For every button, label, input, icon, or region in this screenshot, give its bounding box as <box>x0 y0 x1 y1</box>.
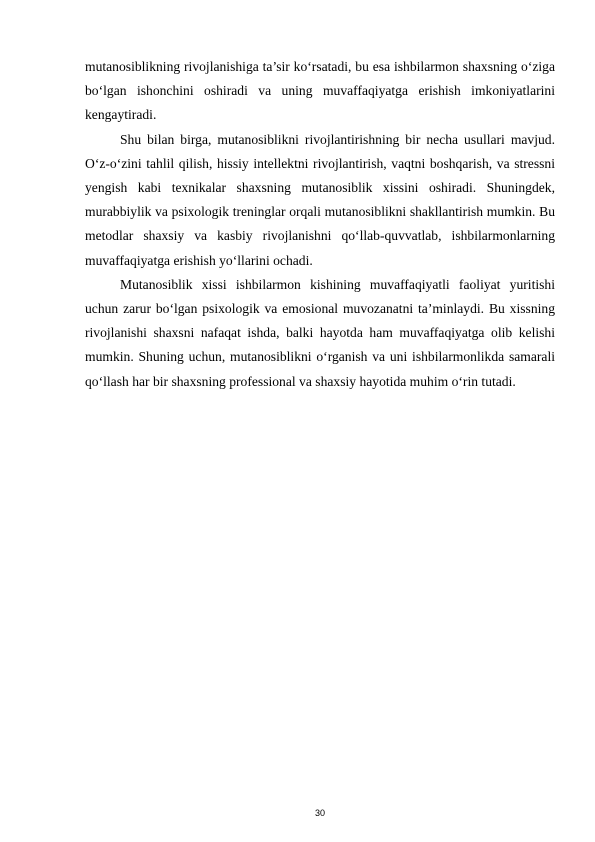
paragraph-continuation: mutanosiblikning rivojlanishiga ta’sir ko‘rsatadi, bu esa ishbilarmon shaxsning o‘ziga bo‘lgan ishonchini oshiradi va uning muvaffaqiyatga erishish imkoniyatlarini kengaytiradi. <box>85 59 555 123</box>
body-text <box>85 55 555 394</box>
paragraph-methods: Shu bilan birga, mutanosiblikni rivojlantirishning bir necha usullari mavjud. O‘z-o‘zini tahlil qilish, hissiy intellektni rivojlantirish, vaqtni boshqarish, va stressni yengish kabi texnikalar shaxsning mutanosiblik xissini oshiradi. Shuningdek, murabbiylik va psixologik treninglar orqali mutanosiblikni shakllantirish mumkin. Bu metodlar shaxsiy va kasbiy rivojlanishni qo‘llab-quvvatlab, ishbilarmonlarning muvaffaqiyatga erishish yo‘llarini ochadi. <box>85 131 555 268</box>
page-number: 30 <box>314 808 325 818</box>
paragraph-conclusion: Mutanosiblik xissi ishbilarmon kishining muvaffaqiyatli faoliyat yuritishi uchun zarur bo‘lgan psixologik va emosional muvozanatni ta’minlaydi. Bu xissning rivojlanishi shaxsni nafaqat ishda, balki hayotda ham muvaffaqiyatga olib kelishi mumkin. Shuning uchun, mutanosiblikni o‘rganish va uni ishbilarmonlikda samarali qo‘llash har bir shaxsning professional va shaxsiy hayotida muhim o‘rin tutadi. <box>85 276 555 389</box>
